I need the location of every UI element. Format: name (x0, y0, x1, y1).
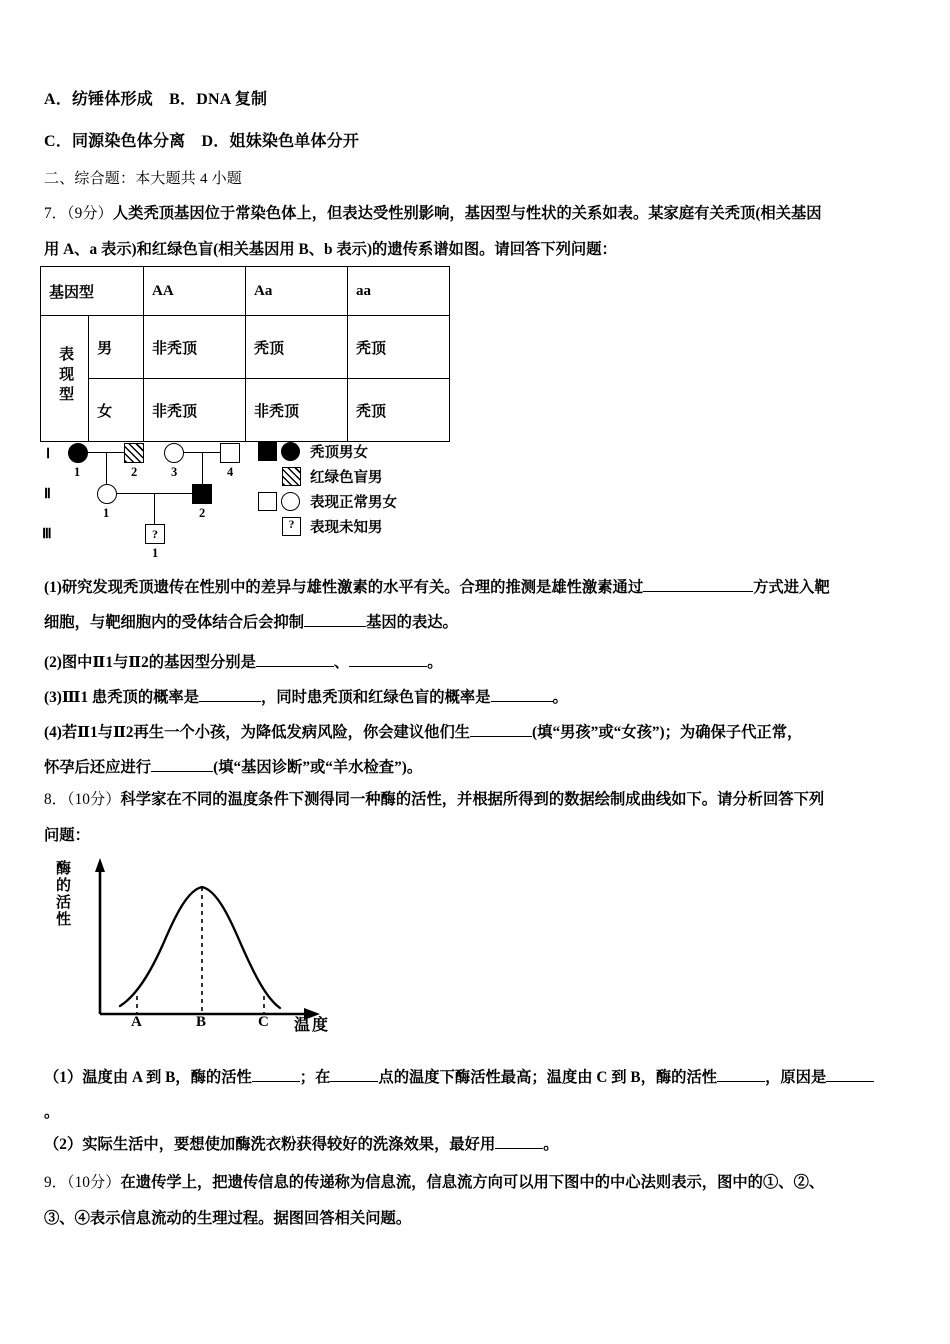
q8-1-text-a: （1）温度由 A 到 B，酶的活性 (44, 1069, 252, 1086)
legend-label-balding: 秃顶男女 (310, 444, 368, 461)
table-header-Aa: Aa (246, 267, 348, 316)
enzyme-activity-chart (52, 856, 352, 1036)
legend-row-unknown (258, 515, 383, 537)
pedigree-id-I-1: 1 (74, 465, 81, 479)
q8-1-text-b: ；在 (299, 1069, 331, 1086)
q7-2-blank-1[interactable] (256, 651, 334, 667)
pedigree-individual-III-1 (145, 524, 165, 544)
legend-symbols-normal (258, 491, 306, 511)
pedigree-individual-I-3 (164, 443, 184, 463)
q7-1-text-a: (1)研究发现秃顶遗传在性别中的差异与雄性激素的水平有关。合理的推测是雄性激素通过 (44, 579, 644, 596)
q7-3-text-a: (3)Ⅲ1 患秃顶的概率是 (44, 689, 200, 706)
chart-tick-label-C: C (258, 1014, 269, 1030)
question-8-sub-2 (44, 1127, 920, 1162)
question-7-number: 7． (44, 205, 67, 222)
q8-2-blank-1[interactable] (495, 1133, 543, 1149)
legend-symbols-colorblind (282, 466, 306, 486)
q7-4-text-d: (填“基因诊断”或“羊水检查”)。 (213, 759, 423, 777)
q7-2-text-a: (2)图中Ⅱ1与Ⅱ2的基因型分别是 (44, 654, 256, 671)
legend-label-colorblind: 红绿色盲男 (310, 469, 383, 486)
q8-2-text-a: （2）实际生活中，要想使加酶洗衣粉获得较好的洗涤效果，最好用 (44, 1136, 496, 1153)
chart-y-axis-arrowhead (95, 858, 105, 872)
table-rowgroup-phenotype (41, 316, 89, 442)
legend-row-normal (258, 490, 397, 512)
question-8-stem-line2: 问题： (44, 826, 90, 844)
question-7-sub-2 (44, 645, 920, 680)
q7-4-text-a: (4)若Ⅱ1与Ⅱ2再生一个小孩，为降低发病风险，你会建议他们生 (44, 724, 471, 741)
question-7-score: （9分） (66, 205, 113, 222)
question-square-icon (282, 517, 301, 536)
answer-options-ab: A．纺锤体形成 B．DNA 复制 (44, 91, 268, 108)
legend-question-mark: ? (288, 519, 295, 532)
legend-row-colorblind (258, 465, 383, 487)
hatched-square-icon (282, 467, 301, 486)
chart-tick-label-A: A (131, 1014, 142, 1030)
table-row-male (41, 316, 450, 379)
pedigree-generation-3: Ⅲ (42, 527, 52, 542)
q7-3-blank-2[interactable] (491, 686, 553, 702)
q7-2-text-c: 。 (427, 654, 443, 671)
table-row-female (41, 379, 450, 442)
table-rowgroup-phenotype-label: 表现型 (57, 346, 74, 406)
legend-symbols-balding (258, 441, 306, 461)
q7-2-text-b: 、 (333, 654, 350, 671)
q8-1-blank-4[interactable] (826, 1066, 874, 1082)
q7-1-text-c: 细胞，与靶细胞内的受体结合后会抑制 (44, 614, 305, 632)
question-7-stem (44, 196, 916, 268)
question-7-sub-4 (44, 715, 920, 785)
table-cell-female-aa: 秃顶 (348, 379, 450, 442)
q8-1-blank-2[interactable] (330, 1066, 378, 1082)
table-cell-sex-male: 男 (89, 316, 144, 379)
question-9-stem-line2: ③、④表示信息流动的生理过程。据图回答相关问题。 (44, 1209, 412, 1227)
table-cell-sex-female: 女 (89, 379, 144, 442)
pedigree-individual-II-1 (97, 484, 117, 504)
q7-1-blank-2[interactable] (304, 611, 366, 627)
filled-circle-icon (281, 442, 300, 461)
pedigree-generation-2: Ⅱ (44, 487, 51, 502)
question-8-score: （10分） (66, 791, 121, 808)
table-header-AA: AA (144, 267, 246, 316)
table-header-aa: aa (348, 267, 450, 316)
open-circle-icon (281, 492, 300, 511)
question-9-stem (44, 1165, 920, 1237)
q7-4-blank-1[interactable] (470, 721, 532, 737)
table-cell-female-AA: 非秃顶 (144, 379, 246, 442)
question-7-stem-line2: 用 A、a 表示)和红绿色盲(相关基因用 B、b 表示)的遗传系谱如图。请回答下列问题： (44, 240, 617, 258)
pedigree-id-III-1: 1 (152, 546, 159, 560)
question-7-sub-1 (44, 570, 920, 640)
q8-1-text-e: 。 (44, 1104, 60, 1122)
chart-x-axis-label: 温度 (294, 1017, 331, 1034)
q7-4-text-b: (填“男孩”或“女孩”)；为确保子代正常， (532, 724, 803, 741)
table-cell-female-Aa: 非秃顶 (246, 379, 348, 442)
pedigree-id-II-1: 1 (103, 506, 110, 520)
q7-3-text-c: 。 (552, 689, 568, 706)
legend-symbols-unknown (282, 516, 306, 536)
q7-3-text-b: ，同时患秃顶和红绿色盲的概率是 (261, 689, 491, 706)
pedigree-chart (40, 436, 460, 558)
question-7-stem-line1: 人类秃顶基因位于常染色体上，但表达受性别影响，基因型与性状的关系如表。某家庭有关秃顶(相关基因 (112, 205, 822, 222)
q8-1-text-d: ，原因是 (765, 1069, 827, 1086)
question-9-stem-line1: 在遗传学上，把遗传信息的传递称为信息流，信息流方向可以用下图中的中心法则表示，图中的①、②、 (120, 1174, 825, 1191)
chart-curve (120, 887, 280, 1008)
pedigree-individual-II-2 (192, 484, 212, 504)
pedigree-id-I-4: 4 (227, 465, 234, 479)
table-row-header (41, 267, 450, 316)
question-7-sub-3 (44, 680, 920, 715)
pedigree-individual-I-4 (220, 443, 240, 463)
q8-2-text-b: 。 (543, 1136, 559, 1153)
chart-tick-label-B: B (196, 1014, 207, 1030)
question-8-stem (44, 782, 920, 854)
question-8-stem-line1: 科学家在不同的温度条件下测得同一种酶的活性，并根据所得到的数据绘制成曲线如下。请分析回答下列 (120, 791, 825, 808)
q8-1-blank-1[interactable] (252, 1066, 300, 1082)
question-9-score: （10分） (66, 1174, 121, 1191)
filled-square-icon (258, 442, 277, 461)
table-cell-male-AA: 非秃顶 (144, 316, 246, 379)
pedigree-descent-line-I-to-II-2 (202, 452, 203, 486)
q7-1-text-d: 基因的表达。 (366, 614, 458, 632)
answer-options-cd: C．同源染色体分离 D．姐妹染色单体分开 (44, 133, 360, 150)
q8-1-text-c: 点的温度下酶活性最高；温度由 C 到 B，酶的活性 (378, 1069, 718, 1086)
q7-1-blank-1[interactable] (643, 576, 753, 592)
pedigree-descent-line-II-to-III-1 (154, 493, 155, 526)
q7-4-text-c: 怀孕后还应进行 (44, 759, 152, 777)
legend-label-normal: 表现正常男女 (310, 494, 397, 511)
q7-1-text-b: 方式进入靶 (753, 579, 830, 596)
chart-svg (52, 856, 352, 1036)
pedigree-id-I-3: 3 (171, 465, 178, 479)
table-header-genotype: 基因型 (41, 267, 144, 316)
legend-label-unknown: 表现未知男 (310, 519, 383, 536)
pedigree-individual-I-1 (68, 443, 88, 463)
q8-1-blank-3[interactable] (717, 1066, 765, 1082)
open-square-icon (258, 492, 277, 511)
pedigree-id-II-2: 2 (199, 506, 206, 520)
q7-3-blank-1[interactable] (199, 686, 261, 702)
question-8-sub-1 (44, 1060, 920, 1130)
pedigree-descent-line-I-to-II-1 (106, 452, 107, 486)
legend-row-balding (258, 440, 368, 462)
pedigree-individual-I-2 (124, 443, 144, 463)
pedigree-id-I-2: 2 (131, 465, 138, 479)
question-9-number: 9． (44, 1174, 67, 1191)
chart-y-axis-label: 酶的活性 (54, 860, 70, 928)
table-cell-male-aa: 秃顶 (348, 316, 450, 379)
q7-2-blank-2[interactable] (349, 651, 427, 667)
question-8-number: 8． (44, 791, 67, 808)
section-heading: 二、综合题：本大题共 4 小题 (44, 171, 243, 187)
genotype-phenotype-table (40, 266, 450, 442)
table-cell-male-Aa: 秃顶 (246, 316, 348, 379)
pedigree-unknown-question-mark: ? (152, 527, 158, 541)
q7-4-blank-2[interactable] (151, 756, 213, 772)
pedigree-generation-1: Ⅰ (46, 447, 51, 462)
